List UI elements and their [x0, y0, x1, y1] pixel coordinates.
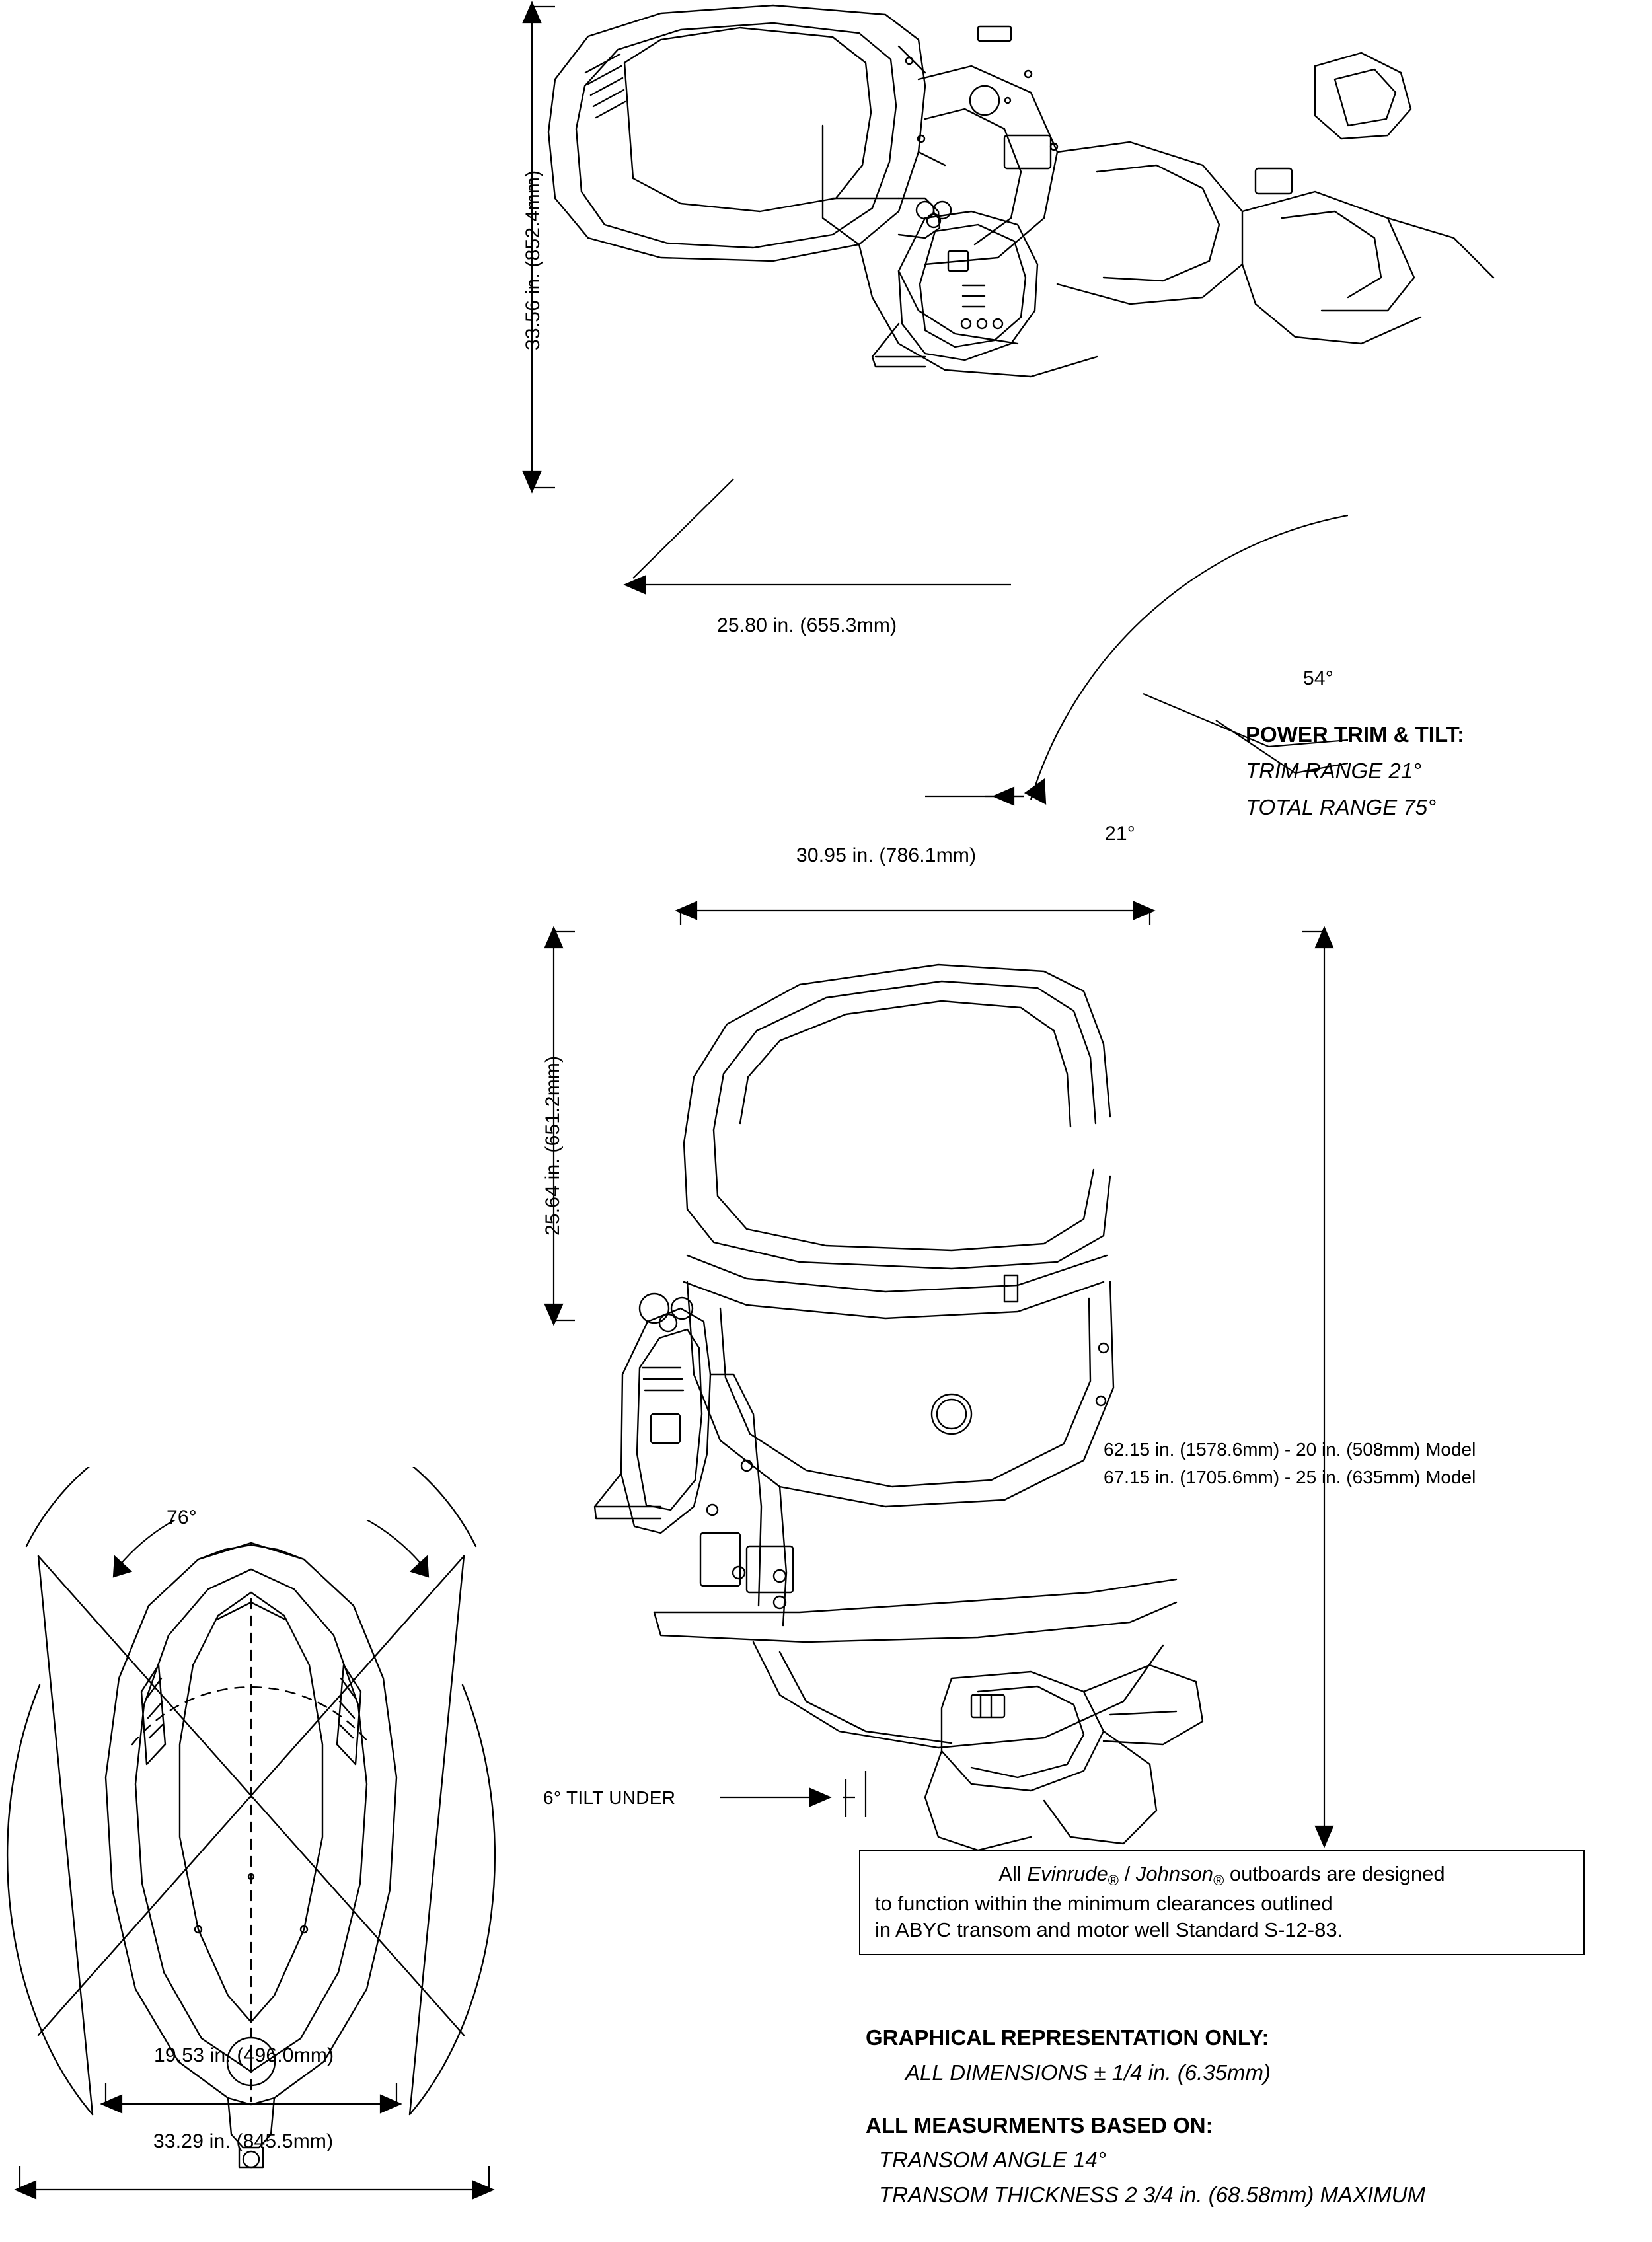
side-view-width-dimension-line — [674, 872, 1156, 925]
side-view-height-label: 25.64 in. (651.2mm) — [542, 1055, 564, 1236]
front-view-inner-width-dimension-line — [99, 2075, 403, 2121]
shaft-length-dimension-line — [1302, 925, 1348, 1850]
model-25in-label: 67.15 in. (1705.6mm) - 25 in. (635mm) Model — [1104, 1467, 1476, 1487]
transom-thickness-line: TRANSOM THICKNESS 2 3/4 in. (68.58mm) MAXIMUM — [879, 2183, 1425, 2207]
power-trim-total-line: TOTAL RANGE 75° — [1246, 795, 1437, 819]
brand-evinrude: Evinrude — [1027, 1862, 1108, 1885]
front-view-inner-width-label: 19.53 in. (496.0mm) — [154, 2044, 334, 2066]
johnson-registered-mark: ® — [1213, 1872, 1224, 1889]
tilt-angle-upper-label: 54° — [1303, 667, 1333, 689]
graphical-representation-title: GRAPHICAL REPRESENTATION ONLY: — [866, 2025, 1269, 2050]
graphical-representation-subtitle: ALL DIMENSIONS ± 1/4 in. (6.35mm) — [905, 2060, 1271, 2085]
brand-johnson: Johnson — [1135, 1862, 1214, 1885]
front-view-outboard-illustration — [0, 1467, 529, 2242]
abyc-note-line-2: to function within the minimum clearances outlined — [875, 1891, 1333, 1915]
abyc-note-box — [859, 1850, 1585, 1955]
side-view-outboard-illustration — [582, 912, 1401, 1903]
side-view-width-label: 30.95 in. (786.1mm) — [796, 844, 977, 866]
abyc-line1-pre: All — [998, 1862, 1028, 1885]
power-trim-range-line: TRIM RANGE 21° — [1246, 759, 1422, 783]
front-view-outer-width-label: 33.29 in. (845.5mm) — [153, 2130, 334, 2152]
abyc-note-line-1 — [875, 1861, 1569, 1890]
power-trim-title: POWER TRIM & TILT: — [1246, 722, 1465, 747]
model-20in-label: 62.15 in. (1578.6mm) - 20 in. (508mm) Model — [1104, 1439, 1476, 1460]
abyc-line1-mid: / — [1119, 1862, 1136, 1885]
front-view-outer-width-dimension-line — [13, 2161, 496, 2207]
top-view-reach-label: 25.80 in. (655.3mm) — [717, 615, 897, 636]
abyc-note-line-3: in ABYC transom and motor well Standard S-12-83. — [875, 1918, 1343, 1942]
measurements-basis-title: ALL MEASURMENTS BASED ON: — [866, 2113, 1213, 2138]
tilt-angle-lower-label: 21° — [1105, 823, 1135, 844]
tilt-under-dimension-line — [714, 1771, 872, 1824]
steering-angle-label: 76° — [167, 1507, 197, 1528]
abyc-line1-post: outboards are designed — [1224, 1862, 1445, 1885]
transom-angle-line: TRANSOM ANGLE 14° — [879, 2148, 1106, 2172]
top-view-height-label: 33.56 in. (852.4mm) — [522, 170, 544, 350]
evinrude-registered-mark: ® — [1108, 1872, 1119, 1889]
tilt-under-label: 6° TILT UNDER — [543, 1787, 676, 1808]
steering-angle-arc — [99, 1520, 443, 1579]
